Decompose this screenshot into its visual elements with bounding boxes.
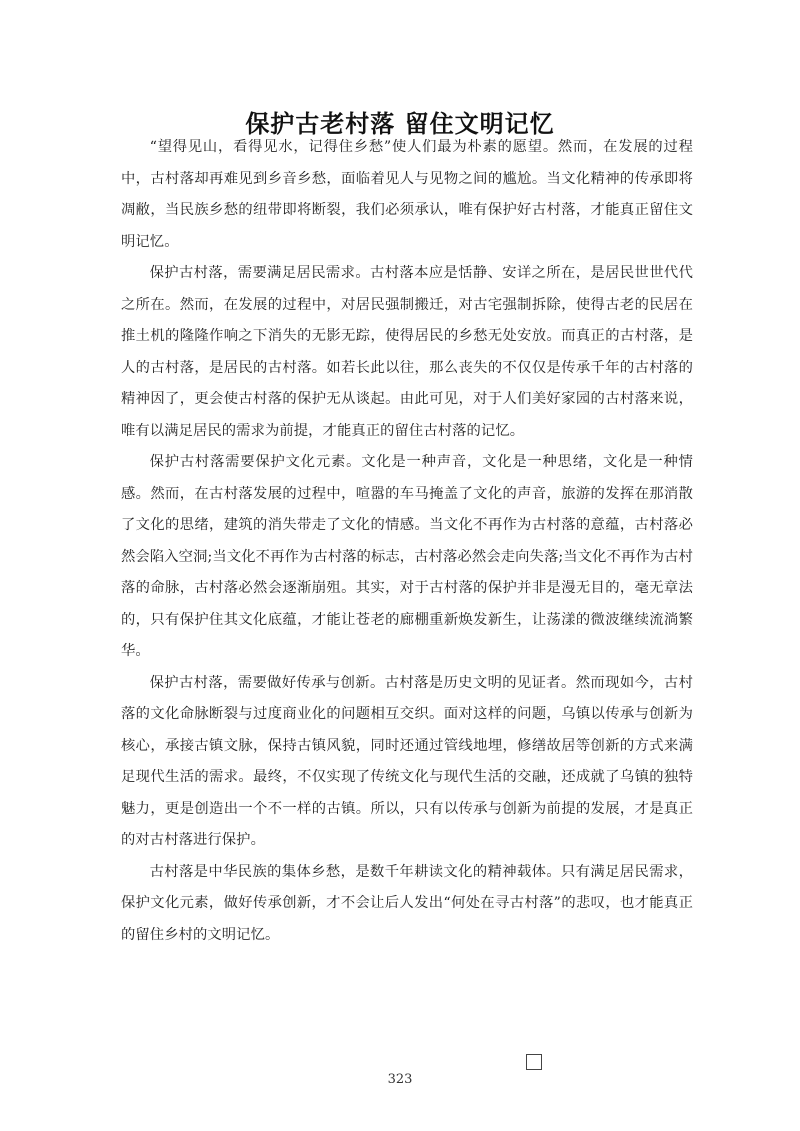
page-number: 323 — [387, 1072, 413, 1087]
paragraph-4: 保护古村落，需要做好传承与创新。古村落是历史文明的见证者。然而现如今，古村落的文化命脉断裂与过度商业化的问题相互交织。面对这样的问题，乌镇以传承与创新为核心，承接古镇文脉，保持古镇风貌，同时还通过管线地埋，修缮故居等创新的方式来满足现代生活的需求。最终，不仅实现了传统文化与现代生活的交融，还成就了乌镇的独特魅力，更是创造出一个不一样的古镇。所以，只有以传承与创新为前提的发展，才是真正的对古村落进行保护。 — [121, 674, 693, 848]
paragraph-2: 保护古村落，需要满足居民需求。古村落本应是恬静、安详之所在，是居民世世代代之所在。然而，在发展的过程中，对居民强制搬迁，对古宅强制拆除，使得古老的民居在推土机的隆隆作响之下消失的无影无踪，使得居民的乡愁无处安放。而真正的古村落，是人的古村落，是居民的古村落。如若长此以往，那么丧失的不仅仅是传承千年的古村落的精神因了，更会使古村落的保护无从谈起。由此可见，对于人们美好家园的古村落来说，唯有以满足居民的需求为前提，才能真正的留住古村落的记忆。 — [121, 265, 693, 439]
paragraph-1: “望得见山，看得见水，记得住乡愁”使人们最为朴素的愿望。然而，在发展的过程中，古村落却再难见到乡音乡愁，面临着见人与见物之间的尴尬。当文化精神的传承即将凋敝，当民族乡愁的纽带即将断裂，我们必须承认，唯有保护好古村落，才能真正留住文明记忆。 — [121, 139, 693, 250]
paragraph-5: 古村落是中华民族的集体乡愁，是数千年耕读文化的精神载体。只有满足居民需求，保护文化元素，做好传承创新，才不会让后人发出“何处在寻古村落”的悲叹，也才能真正的留住乡村的文明记忆。 — [121, 863, 693, 943]
empty-box-mark — [526, 1054, 542, 1070]
paragraph-3: 保护古村落需要保护文化元素。文化是一种声音，文化是一种思绪，文化是一种情感。然而，在古村落发展的过程中，喧嚣的车马掩盖了文化的声音，旅游的发挥在那消散了文化的思绪，建筑的消失带走了文化的情感。当文化不再作为古村落的意蕴，古村落必然会陷入空洞;当文化不再作为古村落的标志，古村落必然会走向失落;当文化不再作为古村落的命脉，古村落必然会逐渐崩殂。其实，对于古村落的保护并非是漫无目的，毫无章法的，只有保护住其文化底蕴，才能让苍老的廊棚重新焕发新生，让荡漾的微波继续流淌繁华。 — [121, 454, 693, 659]
article-body — [121, 132, 693, 951]
page-title: 保护古老村落 留住文明记忆 — [245, 110, 555, 139]
